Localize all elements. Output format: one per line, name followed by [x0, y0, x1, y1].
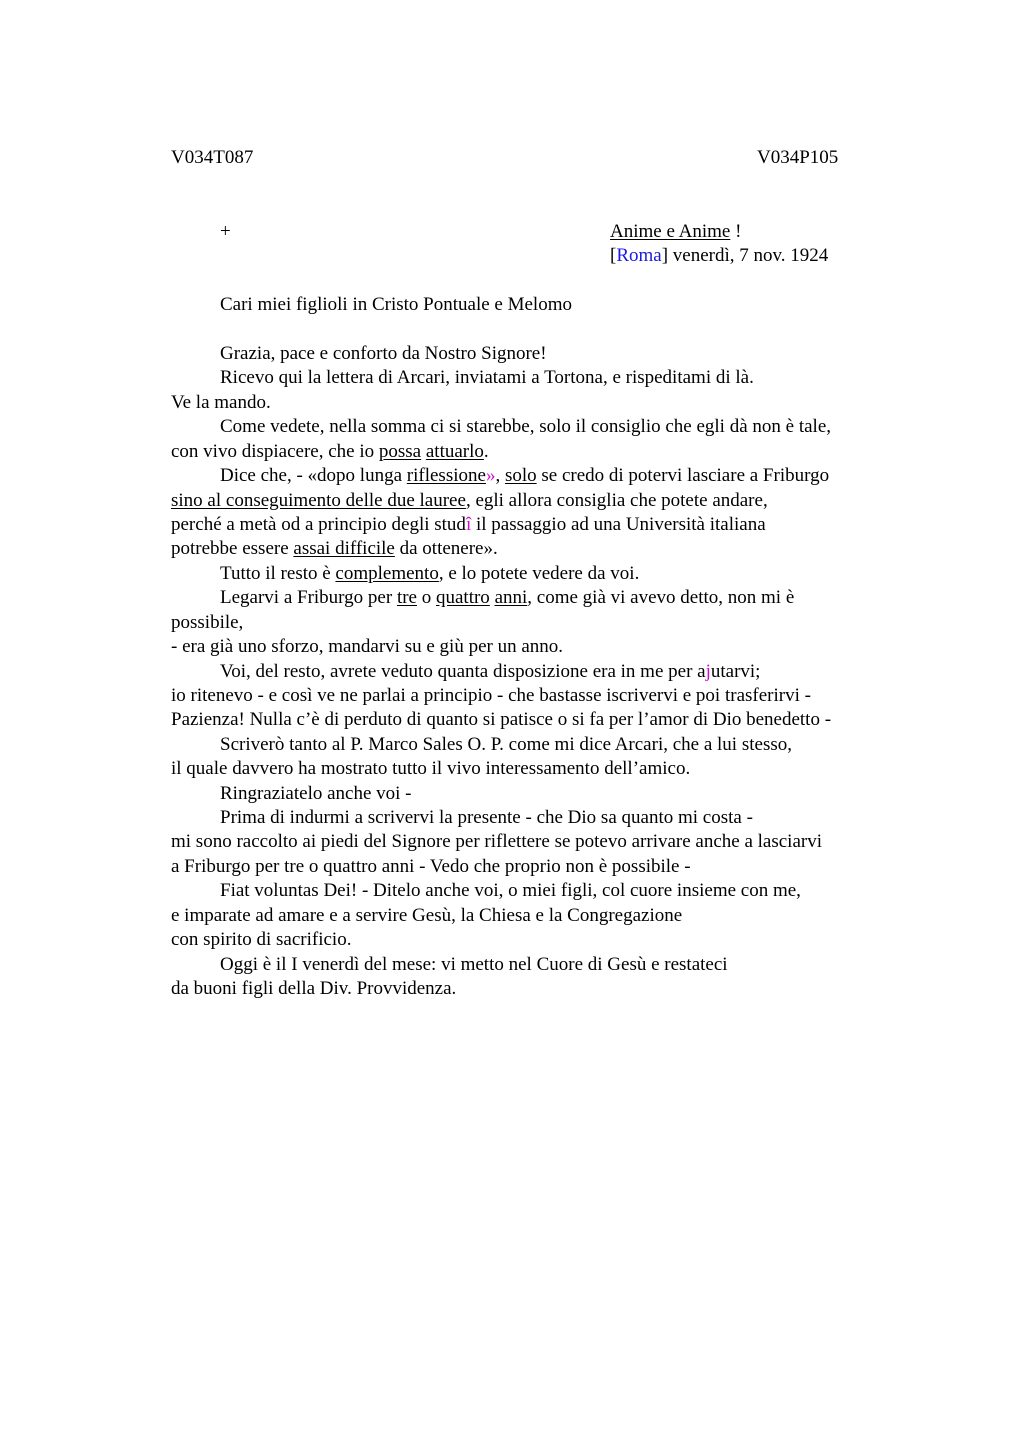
letter-line: [220, 366, 754, 390]
line-text: se credo di potervi lasciare a Friburgo: [536, 465, 830, 487]
letter-line: [220, 806, 753, 830]
line-text: Ricevo qui la lettera di Arcari, inviatami a Tortona, e rispeditami di là.: [220, 367, 754, 389]
letter-title: [610, 220, 741, 244]
underlined-text: riflessione: [406, 465, 486, 487]
line-text: perché a metà od a principio degli stud: [171, 513, 466, 535]
letter-line: [171, 928, 351, 952]
line-text: Legarvi a Friburgo per: [220, 587, 397, 609]
underlined-text: assai difficile: [293, 538, 395, 560]
letter-line: [171, 611, 243, 635]
underlined-text: complemento: [335, 562, 439, 584]
highlighted-char: î: [465, 513, 472, 535]
line-text: Pazienza! Nulla c’è di perduto di quanto si patisce o si fa per l’amor di Dio benedetto -: [171, 709, 832, 731]
letter-line: [220, 562, 639, 586]
letter-line: [220, 660, 760, 684]
line-text: , egli allora consiglia che potete andare,: [465, 489, 768, 511]
underlined-text: tre: [396, 587, 417, 609]
line-text: , e lo potete vedere da voi.: [438, 562, 640, 584]
underlined-text: quattro: [435, 587, 490, 609]
document-code-right: V034P105: [757, 147, 839, 168]
line-text: Grazia, pace e conforto da Nostro Signore!: [220, 343, 547, 364]
line-text: - era già uno sforzo, mandarvi su e giù per un anno.: [171, 636, 564, 657]
line-text: il quale davvero ha mostrato tutto il vivo interessamento dell’amico.: [171, 758, 691, 780]
line-text: da ottenere».: [394, 538, 498, 560]
line-text: il passaggio ad una Università italiana: [471, 513, 766, 535]
place-name: Roma: [616, 245, 662, 266]
letter-line: [171, 440, 489, 464]
letter-line: [220, 733, 792, 757]
line-text: potrebbe essere: [171, 538, 294, 560]
line-text: Ve la mando.: [171, 391, 271, 413]
letter-line: [220, 464, 829, 488]
line-text: o: [416, 587, 436, 609]
underlined-text: possa: [378, 440, 422, 462]
letter-line: [220, 879, 801, 903]
letter-line: [171, 513, 766, 537]
letter-line: [171, 904, 682, 928]
underlined-text: attuarlo: [425, 440, 484, 462]
line-text: Fiat voluntas Dei! - Ditelo anche voi, o miei figli, col cuore insieme con me,: [220, 880, 801, 902]
letter-line: [171, 391, 271, 415]
underlined-text: solo: [504, 465, 537, 487]
line-text: possibile,: [171, 611, 244, 633]
highlighted-char: j: [705, 660, 711, 682]
line-text: Prima di indurmi a scrivervi la presente - che Dio sa quanto mi costa -: [220, 807, 753, 828]
letter-line: [171, 830, 822, 854]
line-text: a Friburgo per tre o quattro anni - Vedo che proprio non è possibile -: [171, 855, 691, 877]
line-text: Tutto il resto è: [220, 562, 336, 584]
place-open-bracket: [: [610, 245, 617, 266]
letter-line: [220, 953, 728, 977]
highlighted-char: »: [485, 465, 496, 487]
letter-line: [171, 537, 498, 561]
line-text: io ritenevo - e così ve ne parlai a principio - che bastasse iscrivervi e poi trasferirvi -: [171, 684, 811, 706]
letter-line: [171, 708, 831, 732]
line-text: mi sono raccolto ai piedi del Signore per riflettere se potevo arrivare anche a lasciarvi: [171, 831, 823, 853]
line-text: .: [483, 440, 489, 462]
line-text: Dice che, - «dopo lunga: [220, 465, 407, 487]
line-text: ,: [495, 465, 505, 487]
line-text: Oggi è il I venerdì del mese: vi metto nel Cuore di Gesù e restateci: [220, 953, 728, 975]
letter-line: [171, 489, 768, 513]
letter-line: [220, 782, 412, 806]
salutation: Cari miei figlioli in Cristo Pontuale e Melomo: [220, 294, 572, 315]
letter-line: [220, 586, 794, 610]
line-text: Come vedete, nella somma ci si starebbe, solo il consiglio che egli dà non è tale,: [220, 416, 831, 438]
letter-line: [171, 855, 691, 879]
letter-line: [171, 977, 456, 1001]
line-text: , come già vi avevo detto, non mi è: [527, 587, 795, 609]
place-close-bracket: ]: [661, 245, 669, 266]
line-text: da buoni figli della Div. Provvidenza.: [171, 977, 457, 999]
place-date: [610, 244, 828, 268]
line-text: Scriverò tanto al P. Marco Sales O. P. come mi dice Arcari, che a lui stesso,: [220, 733, 792, 755]
line-text: Voi, del resto, avrete veduto quanta disposizione era in me per a: [220, 660, 706, 682]
line-text: con spirito di sacrificio.: [171, 929, 352, 951]
document-code-left: V034T087: [171, 147, 254, 168]
line-text: utarvi;: [710, 660, 761, 682]
cross-mark: +: [220, 221, 231, 242]
underlined-text: anni: [494, 587, 528, 609]
line-text: e imparate ad amare e a servire Gesù, la Chiesa e la Congregazione: [171, 904, 683, 926]
letter-line: [171, 635, 563, 659]
line-text: Ringraziatelo anche voi -: [220, 782, 412, 804]
line-text: con vivo dispiacere, che io: [171, 440, 379, 462]
letter-line: [171, 684, 811, 708]
letter-title-suffix: !: [730, 221, 742, 242]
letter-line: [171, 757, 690, 781]
letter-line: [220, 415, 831, 439]
underlined-text: sino al conseguimento delle due lauree: [171, 489, 466, 511]
letter-line: [220, 342, 547, 366]
letter-title-text: Anime e Anime: [610, 221, 731, 242]
letter-date: venerdì, 7 nov. 1924: [668, 245, 829, 266]
